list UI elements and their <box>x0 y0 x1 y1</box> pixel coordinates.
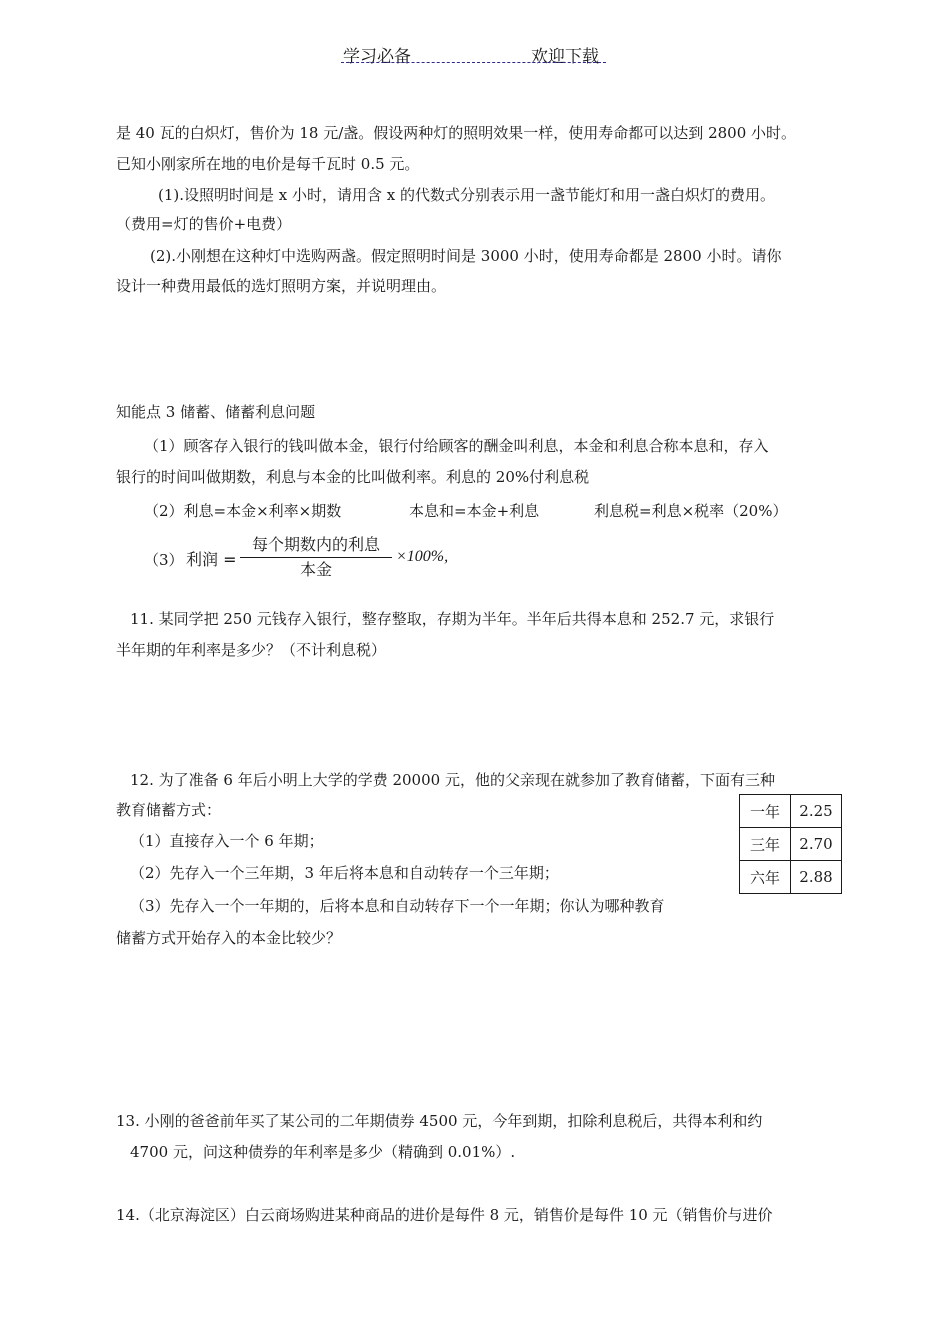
text-line: （费用=灯的售价+电费） <box>116 215 292 233</box>
formula-label: （3） <box>144 551 184 569</box>
text-line: （1）顾客存入银行的钱叫做本金，银行付给顾客的酬金叫利息，本金和利息合称本息和，存入 <box>144 437 769 455</box>
text-line: 已知小刚家所在地的电价是每千瓦时 0.5 元。 <box>116 155 420 173</box>
header-right: 欢迎下载 <box>531 47 599 67</box>
formula-total: 本息和=本金+利息 <box>409 502 540 520</box>
question-13: 13. 小刚的爸爸前年买了某公司的二年期债券 4500 元，今年到期，扣除利息税后，共得本利和约 <box>116 1112 763 1130</box>
option-3: （3）先存入一个一年期的，后将本息和自动转存下一个一年期；你认为哪种教育 <box>130 897 665 915</box>
header-left: 学习必备 <box>343 47 411 67</box>
question-11: 11. 某同学把 250 元钱存入银行，整存整取，存期为半年。半年后共得本息和 252.7 元，求银行 <box>130 610 775 628</box>
table-row <box>740 828 842 861</box>
question-12: 12. 为了准备 6 年后小明上大学的学费 20000 元，他的父亲现在就参加了教育储蓄，下面有三种 <box>130 771 775 789</box>
formula-tail: ×100%, <box>396 548 449 565</box>
term-cell: 六年 <box>740 861 791 894</box>
text-line: 半年期的年利率是多少？（不计利息税） <box>116 641 387 659</box>
option-2: （2）先存入一个三年期，3 年后将本息和自动转存一个三年期； <box>130 864 559 882</box>
rates-table <box>739 794 842 894</box>
table-row <box>740 861 842 894</box>
text-line: 4700 元，问这种债券的年利率是多少（精确到 0.01%）. <box>130 1143 516 1161</box>
fraction-numerator: 每个期数内的利息 <box>251 535 380 554</box>
option-1: （1）直接存入一个 6 年期； <box>130 832 324 850</box>
formula-fraction <box>240 535 392 580</box>
term-cell: 三年 <box>740 828 791 861</box>
rate-cell: 2.88 <box>791 861 842 894</box>
text-line: 是 40 瓦的白炽灯，售价为 18 元/盏。假设两种灯的照明效果一样，使用寿命都可以达到 2800 小时。 <box>116 124 797 142</box>
fraction-bar <box>240 557 392 558</box>
text-line: (2).小刚想在这种灯中选购两盏。假定照明时间是 3000 小时，使用寿命都是 2800 小时。请你 <box>150 247 782 265</box>
term-cell: 一年 <box>740 795 791 828</box>
formula-interest: （2）利息=本金×利率×期数 <box>144 502 342 520</box>
text-line: 教育储蓄方式： <box>116 801 222 819</box>
question-14: 14.（北京海淀区）白云商场购进某种商品的进价是每件 8 元，销售价是每件 10 元（销售价与进价 <box>116 1206 773 1224</box>
text-line: 银行的时间叫做期数，利息与本金的比叫做利率。利息的 20%付利息税 <box>116 468 590 486</box>
formula-tax: 利息税=利息×税率（20%） <box>594 502 788 520</box>
text-line: (1).设照明时间是 x 小时，请用含 x 的代数式分别表示用一盏节能灯和用一盏白炽灯的费用。 <box>158 186 776 204</box>
table-row <box>740 795 842 828</box>
fraction-denominator: 本金 <box>299 560 332 579</box>
text-line: 储蓄方式开始存入的本金比较少？ <box>116 929 342 947</box>
formula-lhs: 利润 = <box>186 550 237 569</box>
section-title: 知能点 3 储蓄、储蓄利息问题 <box>116 403 316 421</box>
text-line: 设计一种费用最低的选灯照明方案，并说明理由。 <box>116 277 447 295</box>
rate-cell: 2.25 <box>791 795 842 828</box>
rate-cell: 2.70 <box>791 828 842 861</box>
header-dashed-rule <box>341 62 606 63</box>
